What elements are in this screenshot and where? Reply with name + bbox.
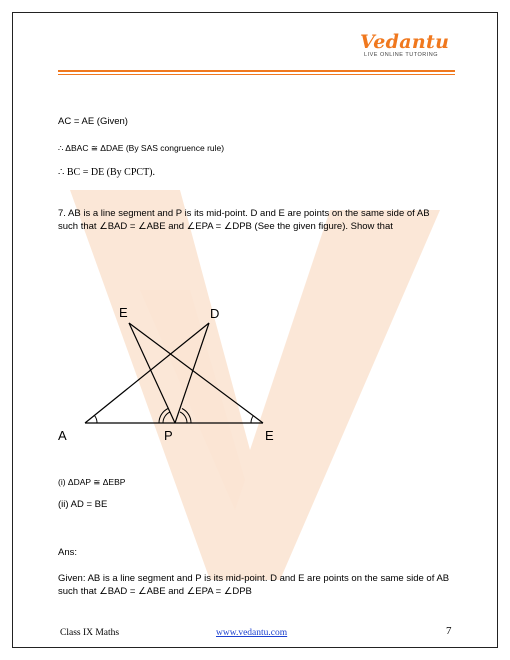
header-rule	[58, 70, 455, 72]
angle-mark-p-right-inner	[180, 412, 187, 423]
vedantu-logo	[360, 31, 460, 58]
segment-pe	[129, 323, 175, 423]
footer-class: Class IX Maths	[60, 628, 120, 638]
segment-pd	[175, 323, 209, 423]
geometry-figure	[55, 298, 295, 446]
line-bc-de: ∴ BC = DE (By CPCT).	[58, 167, 156, 178]
header-rule-thin	[58, 74, 455, 75]
label-a: A	[58, 428, 67, 443]
page-number: 7	[446, 625, 452, 637]
logo-tagline: LIVE ONLINE TUTORING	[364, 52, 438, 58]
given-line-2: such that ∠BAD = ∠ABE and ∠EPA = ∠DPB	[58, 586, 252, 597]
label-p: P	[164, 428, 173, 443]
answer-heading: Ans:	[58, 547, 78, 558]
given-line-1: Given: AB is a line segment and P is its mid-point. D and E are points on the same side of AB	[58, 573, 450, 584]
line-congruence: ∴ ΔBAC ≅ ΔDAE (By SAS congruence rule)	[58, 143, 225, 153]
label-d: D	[210, 306, 220, 321]
angle-mark-a	[95, 416, 98, 424]
segment-ad	[85, 323, 209, 423]
angle-mark-b	[251, 416, 254, 424]
logo-wordmark: Vedantu	[360, 31, 450, 53]
part-ii: (ii) AD = BE	[58, 499, 108, 510]
segment-be	[129, 323, 263, 423]
question-line-2: such that ∠BAD = ∠ABE and ∠EPA = ∠DPB (See the given figure). Show that	[58, 221, 393, 232]
label-e-top: E	[119, 305, 128, 320]
angle-mark-p-left-inner	[163, 412, 170, 423]
part-i: (i) ΔDAP ≅ ΔEBP	[58, 477, 126, 487]
footer-link[interactable]: www.vedantu.com	[216, 628, 288, 638]
question-line-1: 7. AB is a line segment and P is its mid-point. D and E are points on the same side of AB	[58, 208, 430, 219]
label-b: E	[265, 428, 274, 443]
line-ac-ae: AC = AE (Given)	[58, 116, 128, 127]
